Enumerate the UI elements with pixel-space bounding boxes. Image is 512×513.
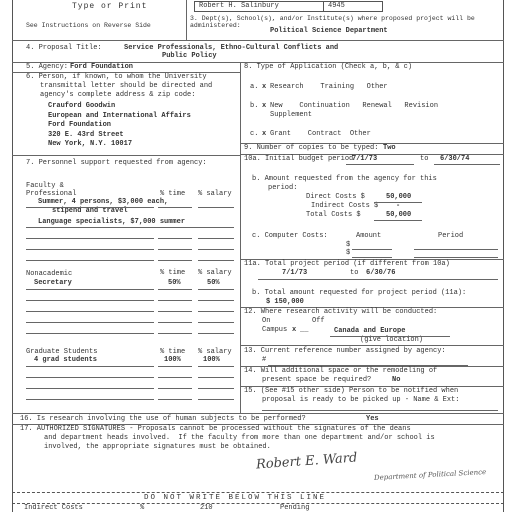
item15-label-line1: 15. (See #15 other side) Person to be notified when — [244, 387, 459, 395]
nonacademic-heading: Nonacademic — [26, 270, 73, 278]
entry-line — [26, 227, 234, 228]
computer-dollar-2: $ — [346, 249, 351, 257]
entry-line — [26, 366, 154, 367]
address-line-1[interactable]: Crauford Goodwin — [48, 102, 116, 110]
proposal-title-line1[interactable]: Service Professionals, Ethno-Cultural Conflicts and — [124, 44, 339, 52]
off-label: Off — [312, 317, 325, 325]
entry-line — [26, 249, 154, 250]
name-field[interactable] — [194, 1, 324, 12]
address-line-2[interactable]: European and International Affairs — [48, 112, 191, 120]
row-divider — [240, 345, 504, 346]
footer-rule — [12, 492, 504, 493]
item12-label: 12. Where research activity will be conducted: — [244, 308, 438, 316]
entry-line — [26, 260, 154, 261]
item8-c-prefix: c. — [250, 130, 259, 138]
faculty-heading-1: Faculty & — [26, 182, 64, 190]
item6-label-line2: transmittal letter should be directed and — [40, 82, 213, 90]
item15-label-line2: proposal is ready to be picked up - Name & Ext: — [262, 396, 460, 404]
computer-amount-header: Amount — [356, 232, 382, 240]
indirect-costs-footer-label: Indirect Costs — [24, 504, 83, 512]
item10b-label-line2: period: — [268, 184, 298, 192]
indirect-costs-value[interactable]: - — [396, 202, 401, 210]
entry-line — [198, 366, 234, 367]
direct-costs-value[interactable]: 50,000 — [386, 193, 412, 201]
budget-start[interactable]: 7/1/73 — [352, 155, 378, 163]
item8-b-check[interactable]: x — [262, 102, 267, 110]
do-not-write-label: DO NOT WRITE BELOW THIS LINE — [144, 494, 327, 502]
campus-check[interactable]: x — [292, 326, 297, 334]
budget-end[interactable]: 6/30/74 — [440, 155, 470, 163]
item17-line3: involved, the appropriate signatures must be obtained. — [44, 443, 271, 451]
nonacademic-entry-salary[interactable]: 50% — [207, 279, 220, 287]
item8-c-options[interactable]: Grant Contract Other — [270, 130, 371, 138]
entry-line — [198, 260, 234, 261]
nonacademic-salary-header: % salary — [198, 269, 232, 277]
entry-line — [158, 322, 192, 323]
item14-label-line1: 14. Will additional space or the remodeling of — [244, 367, 438, 375]
entry-line — [198, 289, 234, 290]
item6-label-line3: agency's complete address & zip code: — [40, 91, 196, 99]
entry-line — [198, 311, 234, 312]
see-instructions-label: See Instructions on Reverse Side — [26, 22, 151, 29]
entry-line — [346, 164, 414, 165]
entry-line — [198, 399, 234, 400]
entry-line — [158, 388, 192, 389]
entry-line — [158, 207, 192, 208]
entry-line — [198, 377, 234, 378]
entry-line — [198, 238, 234, 239]
entry-line — [330, 336, 450, 337]
budget-to: to — [420, 155, 429, 163]
signature[interactable]: Robert E. Ward — [255, 450, 358, 473]
campus-label: Campus — [262, 326, 288, 334]
entry-line — [26, 207, 154, 208]
entry-line — [26, 388, 154, 389]
agency-value[interactable]: Ford Foundation — [70, 63, 134, 71]
item8-b-options-2[interactable]: Supplement — [270, 111, 313, 119]
footer-rule — [12, 503, 504, 504]
item8-label: 8. Type of Application (Check a, b, & c) — [244, 63, 413, 71]
entry-line — [26, 399, 154, 400]
faculty-time-header: % time — [160, 190, 186, 198]
item8-a-check[interactable]: x — [262, 83, 267, 91]
computer-period-header: Period — [438, 232, 464, 240]
direct-costs-label: Direct Costs $ — [306, 193, 365, 201]
item8-b-prefix: b. — [250, 102, 259, 110]
entry-line — [198, 249, 234, 250]
item8-a-prefix: a. — [250, 83, 259, 91]
entry-line — [434, 164, 500, 165]
item4-label: 4. Proposal Title: — [26, 44, 102, 52]
entry-line — [158, 238, 192, 239]
row-divider — [12, 155, 240, 156]
graduate-heading: Graduate Students — [26, 348, 98, 356]
human-subjects-value[interactable]: Yes — [366, 415, 379, 423]
entry-line — [414, 257, 498, 258]
person-name: Robert H. Salinbury — [199, 2, 279, 10]
entry-line — [352, 257, 392, 258]
campus-checkbox-line: __ — [300, 326, 309, 334]
item9-label: 9. Number of copies to be typed: — [244, 144, 379, 152]
row-divider — [12, 40, 504, 41]
entry-line — [158, 311, 192, 312]
signature-title: Department of Political Science — [373, 468, 487, 482]
entry-line — [198, 388, 234, 389]
project-end[interactable]: 6/30/76 — [366, 269, 396, 277]
faculty-entry-1[interactable]: Summer, 4 persons, $3,000 each, — [38, 198, 169, 206]
item3-label: 3. Dept(s), School(s), and/or Institute(s) where proposed project will be administered: — [190, 15, 475, 30]
entry-line — [198, 322, 234, 323]
address-line-5[interactable]: New York, N.Y. 10017 — [48, 140, 133, 148]
project-to: to — [350, 269, 359, 277]
entry-line — [158, 366, 192, 367]
graduate-entry-time[interactable]: 100% — [164, 356, 181, 364]
total-costs-label: Total Costs $ — [306, 211, 361, 219]
faculty-entry-2[interactable]: stipend and travel — [52, 207, 128, 215]
entry-line — [374, 220, 422, 221]
space-required-value[interactable]: No — [392, 376, 401, 384]
entry-line — [26, 377, 154, 378]
type-or-print-label: Type or Print — [72, 2, 148, 11]
entry-line — [198, 333, 234, 334]
item13-label: 13. Current reference number assigned by agency: — [244, 347, 446, 355]
copies-value[interactable]: Two — [383, 144, 396, 152]
graduate-entry-salary[interactable]: 100% — [203, 356, 220, 364]
reference-hash[interactable]: # — [262, 356, 267, 364]
entry-line — [26, 300, 154, 301]
row-divider — [12, 413, 504, 414]
item10a-label: 10a. Initial budget period — [244, 155, 354, 163]
entry-line — [158, 300, 192, 301]
campus-location[interactable]: Canada and Europe — [334, 327, 406, 335]
item10b-label-line1: b. Amount requested from the agency for this — [252, 175, 437, 183]
entry-line — [158, 377, 192, 378]
entry-line — [198, 300, 234, 301]
entry-line — [414, 249, 498, 250]
entry-line — [262, 410, 498, 411]
computer-dollar-1: $ — [346, 241, 351, 249]
item8-b-options[interactable]: New Continuation Renewal Revision — [270, 102, 439, 110]
extension-value: 4945 — [328, 2, 345, 10]
entry-line — [374, 202, 422, 203]
entry-line — [158, 249, 192, 250]
faculty-entry-3[interactable]: Language specialists, $7,000 summer — [38, 218, 186, 226]
code-footer-label: 210 — [200, 504, 213, 512]
extension-field[interactable] — [323, 1, 383, 12]
item8-a-options[interactable]: Research Training Other — [270, 83, 388, 91]
item14-label-line2: present space be required? — [262, 376, 372, 384]
total-costs-value[interactable]: 50,000 — [386, 211, 412, 219]
on-label: On — [262, 317, 271, 325]
nonacademic-entry-time[interactable]: 50% — [168, 279, 181, 287]
entry-line — [26, 322, 154, 323]
graduate-salary-header: % salary — [198, 348, 232, 356]
entry-line — [158, 289, 192, 290]
project-start[interactable]: 7/1/73 — [282, 269, 308, 277]
pending-footer-label: Pending — [280, 504, 310, 512]
item3-value[interactable]: Political Science Department — [270, 27, 388, 35]
entry-line — [198, 207, 234, 208]
entry-line — [258, 279, 498, 280]
item11a-label: 11a. Total project period (if different from 10a) — [244, 260, 450, 268]
entry-line — [352, 249, 392, 250]
header-divider — [186, 0, 187, 40]
indirect-costs-label: Indirect Costs $ — [311, 202, 379, 210]
item6-label-line1: 6. Person, if known, to whom the University — [26, 73, 207, 81]
graduate-time-header: % time — [160, 348, 186, 356]
item5-label: 5. Agency: — [26, 63, 69, 71]
nonacademic-time-header: % time — [160, 269, 186, 277]
entry-line — [26, 311, 154, 312]
item17-line2: and department heads involved. If the faculty from more than one department and/or school is — [44, 434, 435, 442]
nonacademic-entry-name[interactable]: Secretary — [34, 279, 72, 287]
item8-c-check[interactable]: x — [262, 130, 267, 138]
item11b-label: b. Total amount requested for project period (11a): — [252, 289, 467, 297]
column-divider — [240, 62, 241, 413]
entry-line — [26, 238, 154, 239]
entry-line — [158, 399, 192, 400]
percent-footer-label: % — [140, 504, 145, 512]
entry-line — [158, 333, 192, 334]
address-line-4[interactable]: 320 E. 43rd Street — [48, 131, 124, 139]
campus-note: (give location) — [360, 336, 424, 344]
item16-label: 16. Is research involving the use of human subjects to be performed? — [20, 415, 306, 423]
proposal-title-line2[interactable]: Public Policy — [162, 52, 217, 60]
graduate-entry-name[interactable]: 4 grad students — [34, 356, 98, 364]
entry-line — [158, 260, 192, 261]
item7-label: 7. Personnel support requested from agency: — [26, 159, 207, 167]
faculty-salary-header: % salary — [198, 190, 232, 198]
entry-line — [26, 289, 154, 290]
faculty-heading-2: Professional — [26, 190, 77, 198]
item17-label: 17. AUTHORIZED SIGNATURES - Proposals cannot be processed without the signatures of the deans — [20, 425, 411, 433]
address-line-3[interactable]: Ford Foundation — [48, 121, 112, 129]
entry-line — [26, 333, 154, 334]
computer-costs-label: c. Computer Costs: — [252, 232, 328, 240]
total-amount-value[interactable]: $ 150,000 — [266, 298, 304, 306]
